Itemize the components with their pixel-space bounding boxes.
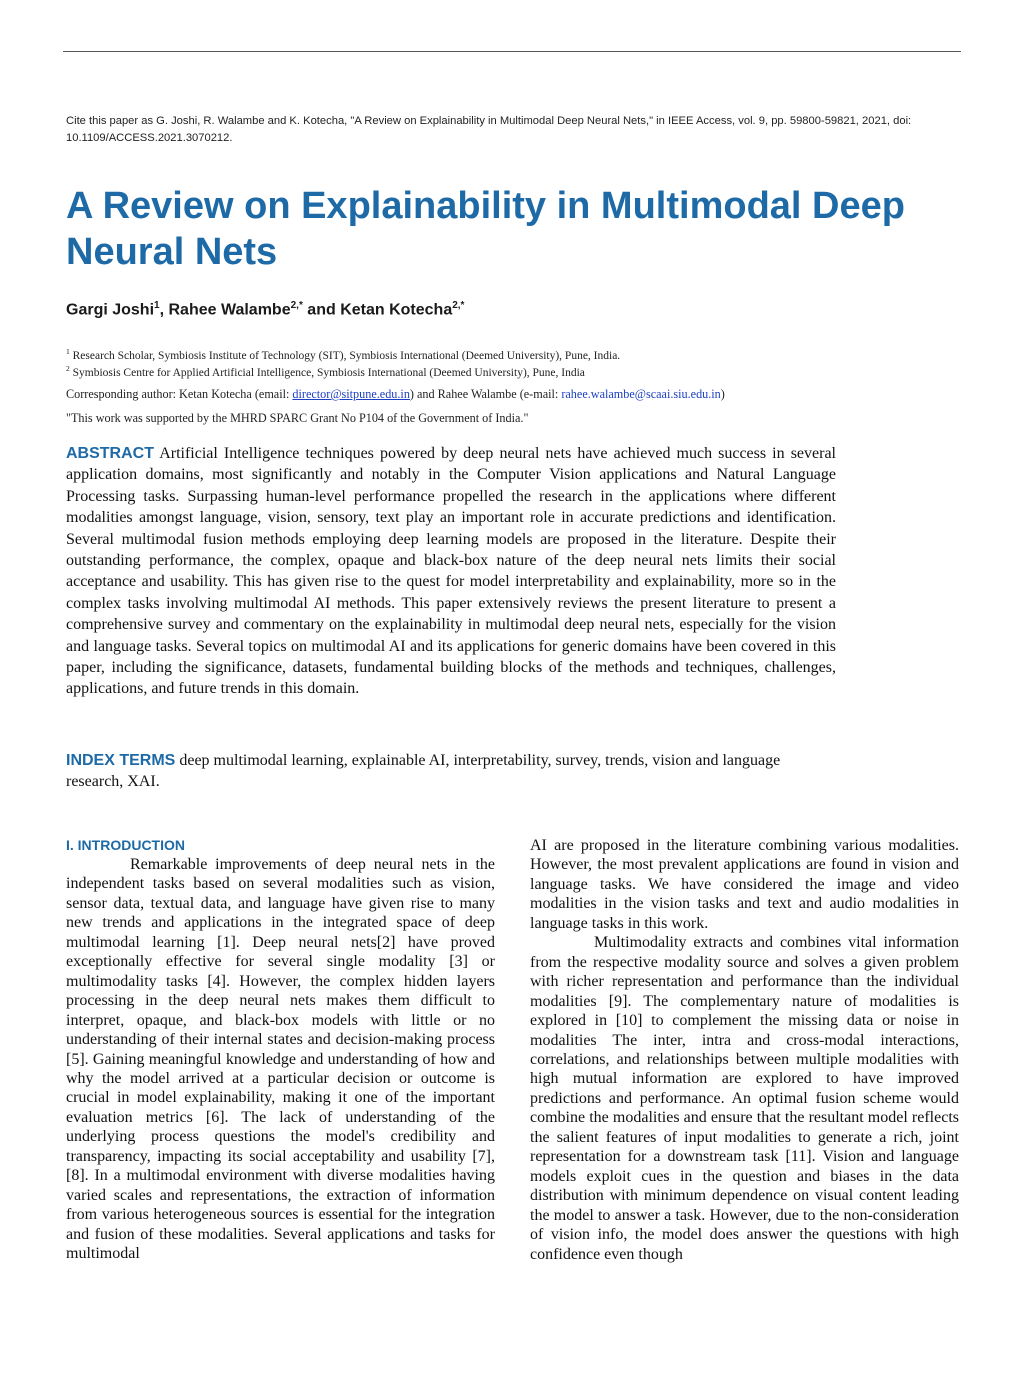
body-column-right [530, 836, 959, 1264]
abstract-text: Artificial Intelligence techniques powered by deep neural nets have achieved much success in several application domains, most significantly and notably in the Computer Vision applications and Natural Language Processing tasks. Surpassing human-level performance propelled the research in the applications where different modalities amongst language, vision, sensory, text play an important role in accurate predictions and identification. Several multimodal fusion methods employing deep learning models are proposed in the literature. Despite their outstanding performance, the complex, opaque and black-box nature of the deep neural nets limits their social acceptance and usability. This has given rise to the quest for model interpretability and explainability, more so in the complex tasks involving multimodal AI methods. This paper extensively reviews the present literature to present a comprehensive survey and commentary on the explainability in multimodal deep neural nets, especially for the vision and language tasks. Several topics on multimodal AI and its applications for generic domains have been covered in this paper, including the significance, datasets, fundamental building blocks of the methods and techniques, challenges, applications, and future trends in this domain. [66, 445, 836, 698]
index-terms [66, 750, 836, 793]
citation-note: Cite this paper as G. Joshi, R. Walambe and K. Kotecha, "A Review on Explainability in Multimodal Deep Neural Nets," in IEEE Access, vol. 9, pp. 59800-59821, 2021, doi: 10.1109/ACCESS.2021.3070212. [66, 115, 912, 144]
header-rule [63, 51, 961, 52]
corresponding-author [66, 387, 725, 402]
body-column-left [66, 836, 495, 1264]
affiliation-text: Research Scholar, Symbiosis Institute of Technology (SIT), Symbiosis International (Deemed University), Pune, India. [72, 349, 621, 362]
abstract-label: ABSTRACT [66, 445, 154, 462]
corresponding-middle: ) and Rahee Walambe (e-mail: [409, 387, 562, 401]
body-paragraph: Multimodality extracts and combines vital information from the respective modality source and solves a given problem with richer representation and performance than the individual modalities [9]. The complementary nature of modalities is explored in [10] to complement the missing data or noise in modalities The inter, intra and cross-modal interactions, correlations, and relationships between multiple modalities with high mutual information are explored to have improved predictions and performance. An optimal fusion scheme would combine the modalities and ensure that the resultant model reflects the salient features of input modalities to generate a rich, joint representation for a downstream task [11]. Vision and language models exploit cues in the question and biases in the data distribution with minimum dependence on visual content leading the model to answer a task. However, due to the non-consideration of vision info, the model does answer the questions with high confidence even though [530, 934, 959, 1263]
author-separator: and [302, 301, 341, 319]
email-link-kotecha[interactable]: director@sitpune.edu.in [292, 387, 410, 401]
author-name: Gargi Joshi [66, 301, 155, 319]
author-affiliation-mark: 2,* [290, 300, 303, 311]
paper-title: A Review on Explainability in Multimodal Deep Neural Nets [66, 185, 905, 273]
author-name: Ketan Kotecha [340, 301, 453, 319]
author-separator: , [159, 301, 169, 319]
index-terms-text: deep multimodal learning, explainable AI, interpretability, survey, trends, vision and language research, XAI. [66, 752, 781, 791]
index-terms-label: INDEX TERMS [66, 752, 176, 769]
affiliation-1 [66, 345, 620, 363]
affiliation-number: 2 [66, 364, 70, 373]
funding-note: "This work was supported by the MHRD SPARC Grant No P104 of the Government of India." [66, 411, 529, 425]
body-paragraph: AI are proposed in the literature combining various modalities. However, the most prevalent applications are found in vision and language tasks. We have considered the image and video modalities in the vision tasks and text and audio modalities in language tasks in this work. [530, 837, 959, 932]
affiliation-number: 1 [66, 347, 70, 356]
author-list [66, 300, 464, 319]
corresponding-suffix: ) [720, 387, 725, 401]
affiliation-2 [66, 362, 585, 380]
affiliation-text: Symbiosis Centre for Applied Artificial Intelligence, Symbiosis International (Deemed University), Pune, India [72, 366, 585, 379]
body-paragraph: Remarkable improvements of deep neural nets in the independent tasks based on several modalities such as vision, sensor data, textual data, and language have given rise to many new trends and applications in the integrated space of deep multimodal learning [1]. Deep neural nets[2] have proved exceptionally effective for several single modality [3] or multimodality tasks [4]. However, the complex hidden layers processing in the deep neural nets makes them difficult to interpret, opaque, and black-box models with little or no understanding of their internal states and decision-making process [5]. Gaining meaningful knowledge and understanding of how and why the model arrived at a particular decision or outcome is crucial in model explainability, making it one of the important evaluation metrics [6]. The lack of understanding of the underlying process questions the model's credibility and transparency, impacting its social acceptability and usability [7], [8]. In a multimodal environment with diverse modalities having varied scales and representations, the extraction of information from various heterogeneous sources is essential for the integration and fusion of these modalities. Several applications and tasks for multimodal [66, 856, 495, 1263]
author-name: Rahee Walambe [168, 301, 291, 319]
author-affiliation-mark: 2,* [452, 300, 465, 311]
author-affiliation-mark: 1 [154, 300, 160, 311]
abstract [66, 443, 836, 700]
section-heading-introduction: I. INTRODUCTION [66, 837, 185, 853]
corresponding-prefix: Corresponding author: Ketan Kotecha (email: [66, 387, 293, 401]
email-link-walambe[interactable]: rahee.walambe@scaai.siu.edu.in [561, 387, 721, 401]
